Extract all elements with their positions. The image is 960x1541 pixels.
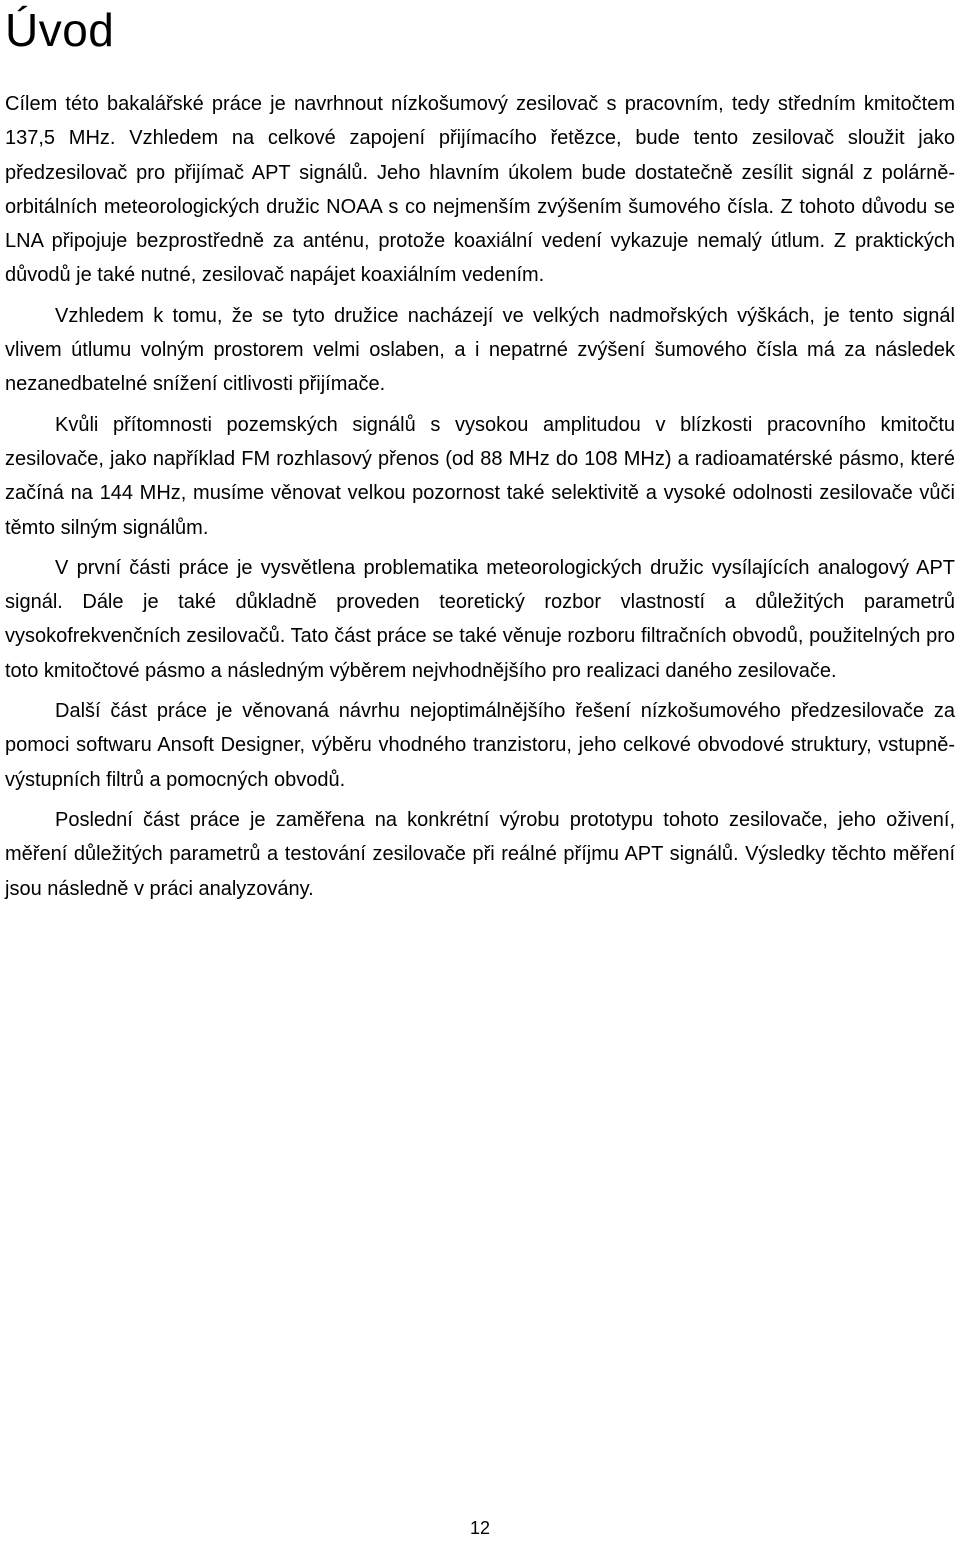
chapter-heading: Úvod bbox=[5, 4, 115, 56]
paragraph-altitude: Vzhledem k tomu, že se tyto družice nacházejí ve velkých nadmořských výškách, je tento signál vlivem útlumu volným prostorem velmi oslaben, a i nepatrné zvýšení šumového čísla má za následek nezanedbatelné snížení citlivosti přijímače. bbox=[5, 304, 955, 396]
body-text bbox=[5, 87, 955, 912]
paragraph-part-two: Další část práce je věnovaná návrhu nejoptimálnějšího řešení nízkošumového předzesilovače za pomoci softwaru Ansoft Designer, výběru vhodného tranzistoru, jeho celkové obvodové struktury, vstupně-výstupních filtrů a pomocných obvodů. bbox=[5, 700, 955, 791]
paragraph-interference: Kvůli přítomnosti pozemských signálů s vysokou amplitudou v blízkosti pracovního kmitočtu zesilovače, jako například FM rozhlasový přenos (od 88 MHz do 108 MHz) a radioamatérské pásmo, které začíná na 144 MHz, musíme věnovat velkou pozornost také selektivitě a vysoké odolnosti zesilovače vůči těmto silným signálům. bbox=[5, 413, 955, 539]
page-number: 12 bbox=[469, 1518, 491, 1538]
paragraph-part-one: V první části práce je vysvětlena problematika meteorologických družic vysílajících analogový APT signál. Dále je také důkladně proveden teoretický rozbor vlastností a důležitých parametrů vysokofrekvenčních zesilovačů. Tato část práce se také věnuje rozboru filtračních obvodů, použitelných pro toto kmitočtové pásmo a následným výběrem nejvhodnějšího pro realizaci daného zesilovače. bbox=[5, 556, 955, 682]
paragraph-intro: Cílem této bakalářské práce je navrhnout nízkošumový zesilovač s pracovním, tedy středním kmitočtem 137,5 MHz. Vzhledem na celkové zapojení přijímacího řetězce, bude tento zesilovač sloužit jako předzesilovač pro přijímač APT signálů. Jeho hlavním úkolem bude dostatečně zesílit signál z polárně-orbitálních meteorologických družic NOAA s co nejmenším zvýšením šumového čísla. Z tohoto důvodu se LNA připojuje bezprostředně za anténu, protože koaxiální vedení vykazuje nemalý útlum. Z praktických důvodů je také nutné, zesilovač napájet koaxiálním vedením. bbox=[5, 93, 955, 287]
paragraph-part-three: Poslední část práce je zaměřena na konkrétní výrobu prototypu tohoto zesilovače, jeho oživení, měření důležitých parametrů a testování zesilovače při reálné příjmu APT signálů. Výsledky těchto měření jsou následně v práci analyzovány. bbox=[5, 808, 955, 900]
